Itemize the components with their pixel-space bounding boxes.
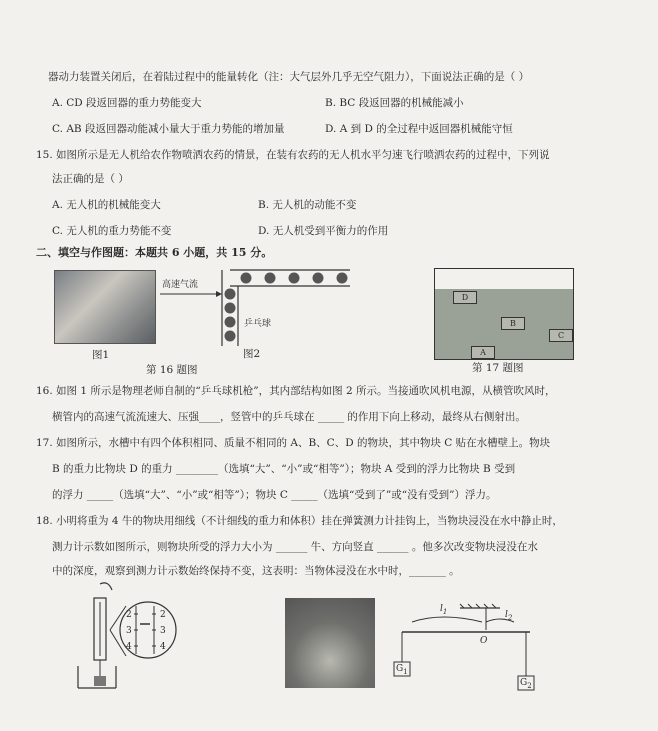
lever-fulcrum-label: O — [480, 636, 488, 646]
lever-g2-label: $G_2$ — [520, 678, 532, 690]
fig16-caption: 第 16 题图 — [146, 364, 198, 376]
q15-option-c: C. 无人机的重力势能不变 — [52, 225, 172, 237]
q14-option-a: A. CD 段返回器的重力势能变大 — [52, 97, 202, 109]
fig1-caption: 图1 — [92, 349, 110, 361]
block-a: A — [471, 346, 495, 359]
q16-stem-line1: 16. 如图 1 所示是物理老师自制的“乒乓球机枪”，其内部结构如图 2 所示。当接通吹风机电源，从横管吹风时， — [36, 385, 556, 397]
q17-stem-line1: 17. 如图所示，水槽中有四个体积相同、质量不相同的 A、B、C、D 的物块，其中物块 C 贴在水槽壁上。物块 — [36, 437, 551, 449]
q17-stem-line2: B 的重力比物块 D 的重力 ________（选填“大”、“小”或“相等”）；物块 A 受到的浮力比物块 B 受到 — [52, 463, 516, 475]
fig1-photo — [54, 270, 156, 344]
q15-stem-line2: 法正确的是（ ） — [52, 173, 129, 185]
q18-stem-line3: 中的深度，观察到测力计示数始终保持不变，这表明：当物体浸没在水中时，_______ 。 — [52, 565, 460, 577]
bottom-photo — [285, 598, 375, 688]
block-b: B — [501, 317, 525, 330]
scale-right-3: 3 — [160, 626, 166, 636]
scale-left-2: 2 — [126, 610, 132, 620]
fig17-caption: 第 17 题图 — [472, 362, 524, 374]
lever-l1-label: $l_1$ — [440, 604, 448, 616]
scale-left-3: 3 — [126, 626, 132, 636]
q15-option-d: D. 无人机受到平衡力的作用 — [258, 225, 389, 237]
section-2-heading: 二、填空与作图题：本题共 6 小题，共 15 分。 — [36, 246, 273, 259]
ping-pong-ball-label: 乒乓球 — [244, 319, 272, 329]
q15-option-a: A. 无人机的机械能变大 — [52, 199, 161, 211]
scale-right-2: 2 — [160, 610, 166, 620]
q18-stem-line1: 18. 小明将重为 4 牛的物块用细线（不计细线的重力和体积）挂在弹簧测力计挂钩上，当物块浸没在水中静止时， — [36, 515, 563, 527]
scale-right-4: 4 — [160, 642, 166, 652]
fig2-caption: 图2 — [243, 348, 261, 360]
block-c: C — [549, 329, 573, 342]
q15-stem-line1: 15. 如图所示是无人机给农作物喷洒农药的情景，在装有农药的无人机水平匀速飞行喷洒农药的过程中，下列说 — [36, 149, 550, 161]
q17-stem-line3: 的浮力 _____（选填“大”、“小”或“相等”）；物块 C _____（选填“受到了”或“没有受到”）浮力。 — [52, 489, 497, 501]
lever-figure — [390, 600, 540, 695]
lever-l2-label: $l_2$ — [505, 610, 513, 622]
q16-stem-line2: 横管内的高速气流流速大、压强____，竖管中的乒乓球在 _____ 的作用下向上移动，最终从右侧射出。 — [52, 411, 526, 423]
q14-stem-line: 器动力装置关闭后，在着陆过程中的能量转化（注：大气层外几乎无空气阻力），下面说法正确的是（ ） — [48, 71, 530, 83]
q14-option-d: D. A 到 D 的全过程中返回器机械能守恒 — [325, 123, 513, 135]
q14-option-b: B. BC 段返回器的机械能减小 — [325, 97, 464, 109]
q18-stem-line2: 测力计示数如图所示，则物块所受的浮力大小为 ______ 牛、方向竖直 ______ 。他多次改变物块浸没在水 — [52, 541, 538, 553]
block-d: D — [453, 291, 477, 304]
q15-option-b: B. 无人机的动能不变 — [258, 199, 357, 211]
scale-left-4: 4 — [126, 642, 132, 652]
q14-option-c: C. AB 段返回器动能减小量大于重力势能的增加量 — [52, 123, 285, 135]
water-tank — [434, 268, 574, 360]
airflow-label: 高速气流 — [162, 280, 199, 290]
lever-g1-label: $G_1$ — [396, 664, 408, 676]
